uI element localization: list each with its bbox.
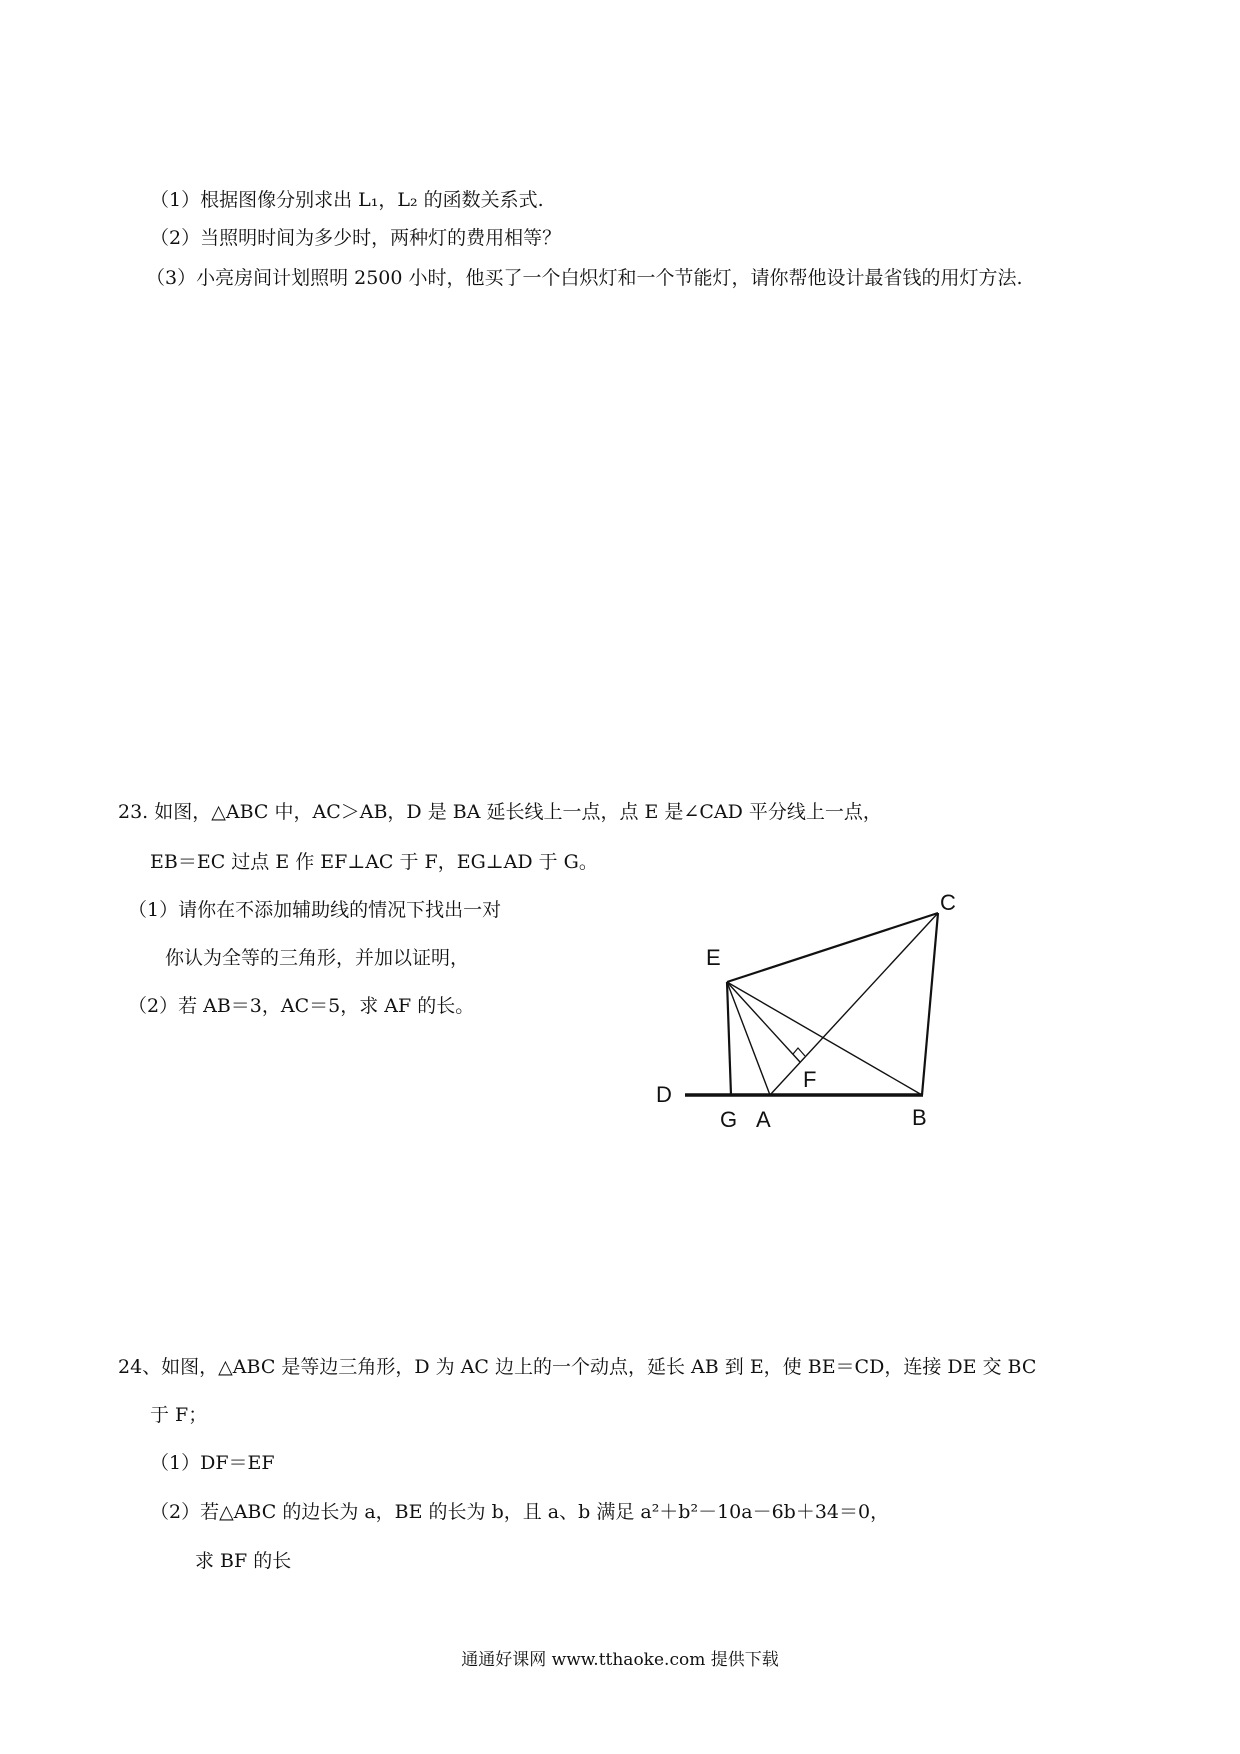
segment-cb — [922, 913, 938, 1095]
q24-statement-line2: 于 F； — [150, 1404, 208, 1426]
q22-part1: （1）根据图像分别求出 L₁，L₂ 的函数关系式. — [150, 189, 544, 211]
segment-eb — [727, 982, 922, 1095]
q24-part1: （1）DF＝EF — [150, 1452, 275, 1474]
q23-part1-line2: 你认为全等的三角形，并加以证明， — [165, 947, 470, 969]
label-a: A — [756, 1107, 771, 1130]
label-g: G — [720, 1107, 738, 1130]
q22-part3: （3）小亮房间计划照明 2500 小时，他买了一个白炽灯和一个节能灯，请你帮他设计最省钱的用灯方法. — [146, 267, 1023, 289]
segment-ef — [727, 982, 800, 1062]
segment-ea — [727, 982, 770, 1095]
label-d: D — [656, 1082, 672, 1107]
q23-statement-line1: 23. 如图，△ABC 中，AC＞AB，D 是 BA 延长线上一点，点 E 是∠CAD 平分线上一点， — [118, 801, 882, 823]
q23-statement-line2: EB＝EC 过点 E 作 EF⊥AC 于 F，EG⊥AD 于 G。 — [150, 851, 598, 873]
q24-statement-line1: 24、如图，△ABC 是等边三角形，D 为 AC 边上的一个动点，延长 AB 到 E，使 BE＝CD，连接 DE 交 BC — [118, 1356, 1037, 1378]
q23-part2: （2）若 AB＝3，AC＝5，求 AF 的长。 — [128, 995, 475, 1017]
label-f: F — [803, 1067, 817, 1092]
q24-part2: （2）若△ABC 的边长为 a，BE 的长为 b，且 a、b 满足 a²＋b²－10a－6b＋34＝0， — [150, 1501, 890, 1523]
segment-eg — [727, 982, 731, 1095]
q24-part2-line2: 求 BF 的长 — [195, 1550, 292, 1572]
q22-part2: （2）当照明时间为多少时，两种灯的费用相等？ — [150, 227, 562, 249]
right-angle-mark-f — [793, 1048, 805, 1056]
label-b: B — [912, 1105, 927, 1130]
label-e: E — [706, 945, 721, 970]
q23-geometry-figure — [640, 880, 970, 1130]
q23-part1-line1: （1）请你在不添加辅助线的情况下找出一对 — [128, 899, 502, 921]
page-footer: 通通好课网 www.tthaoke.com 提供下载 — [461, 1650, 779, 1670]
label-c: C — [940, 890, 956, 915]
